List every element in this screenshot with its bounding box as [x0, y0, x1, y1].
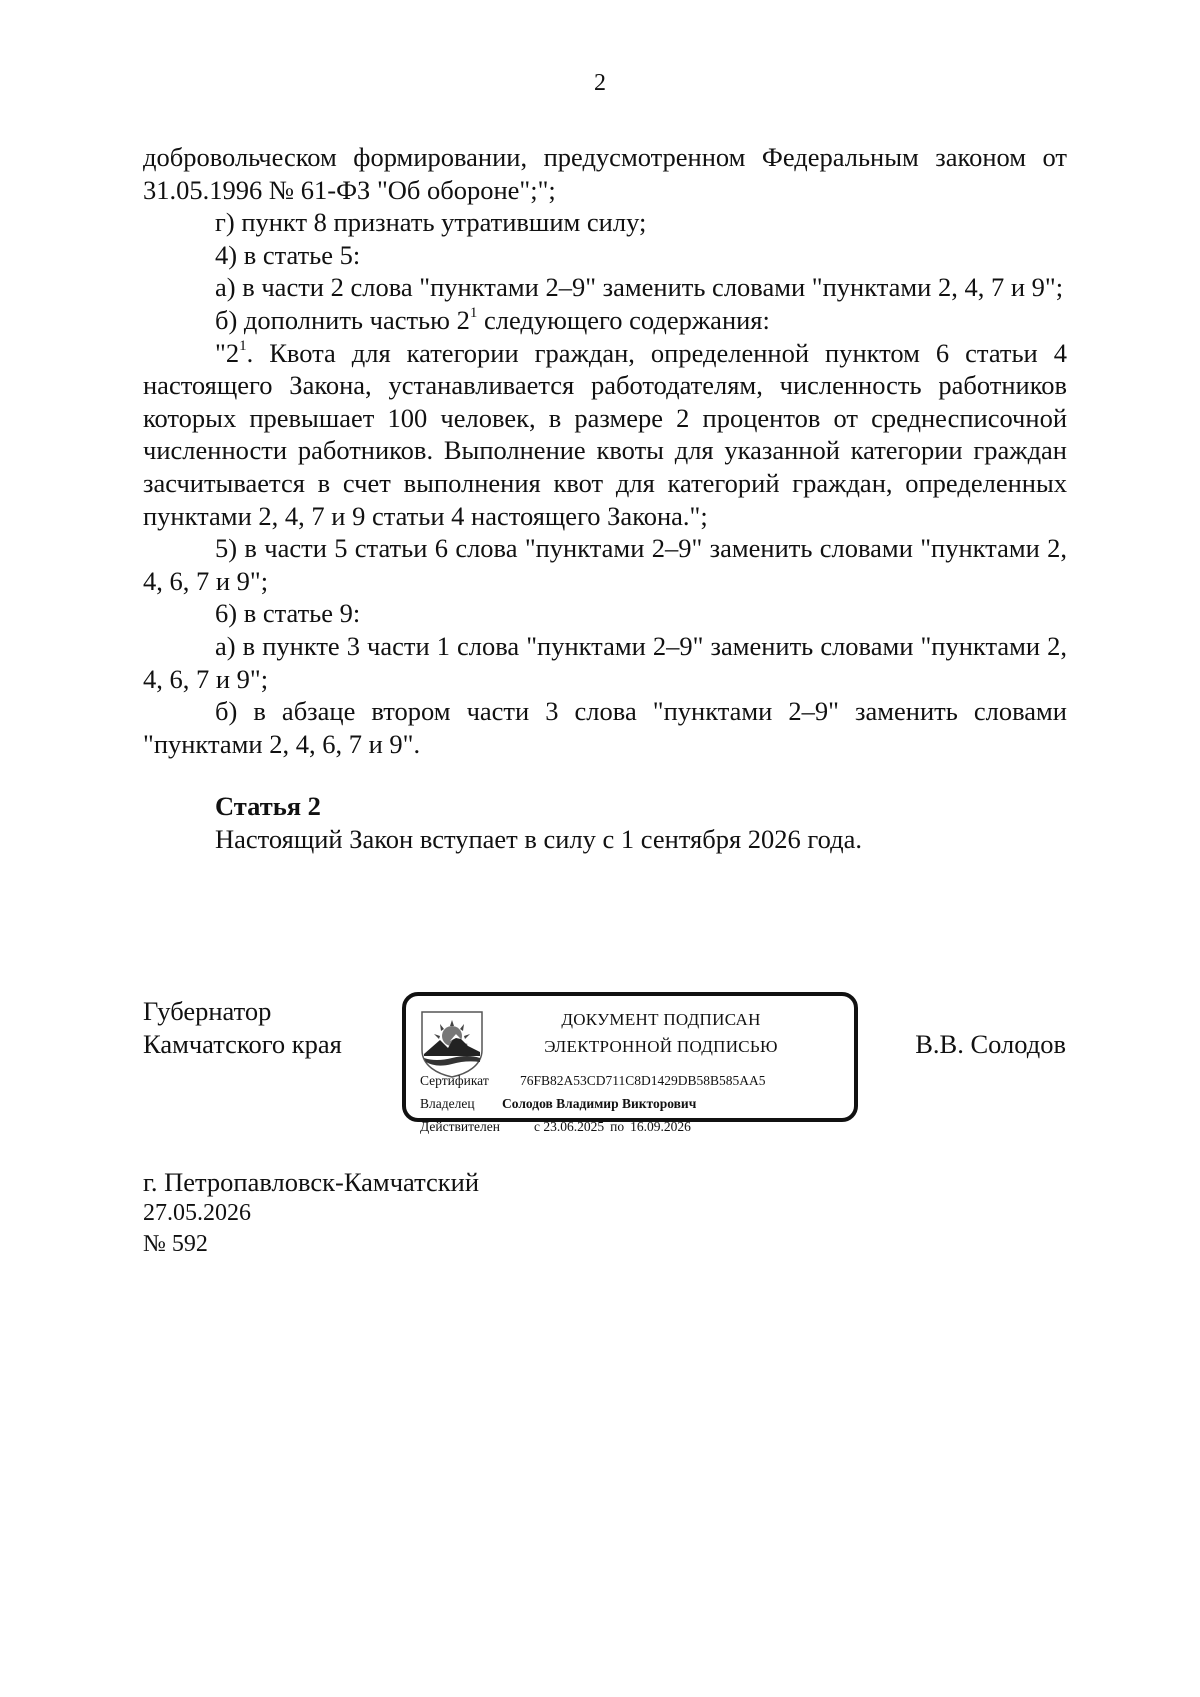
validity-label: Действителен — [420, 1119, 500, 1134]
valid-from-prefix: с — [534, 1119, 540, 1134]
valid-to-date: 16.09.2026 — [630, 1119, 691, 1134]
paragraph-item-4: 4) в статье 5: — [215, 239, 361, 270]
valid-from-date: 23.06.2025 — [543, 1119, 605, 1134]
certificate-label: Сертификат — [420, 1073, 489, 1088]
paragraph-item-6a: а) в пункте 3 части 1 слова "пунктами 2–9" заменить словами "пунктами 2, 4, 6, 7 и 9"; — [143, 630, 1067, 694]
page-number: 2 — [594, 70, 606, 96]
owner-value: Солодов Владимир Викторович — [502, 1096, 697, 1111]
paragraph-item-4a: а) в части 2 слова "пунктами 2–9" заменить словами "пунктами 2, 4, 7 и 9"; — [215, 272, 1064, 303]
superscript: 1 — [239, 337, 247, 354]
kamchatka-coat-of-arms-icon — [420, 1010, 484, 1078]
document-date: 27.05.2026 — [143, 1200, 251, 1226]
document-number: № 592 — [143, 1231, 208, 1257]
text-fragment: следующего содержания: — [477, 304, 770, 335]
certificate-value: 76FB82A53CD711C8D1429DB58B585AA5 — [520, 1073, 766, 1088]
stamp-validity-row — [420, 1119, 691, 1135]
position-line: Камчатского края — [143, 1029, 342, 1059]
stamp-title-line: ЭЛЕКТРОННОЙ ПОДПИСЬЮ — [544, 1037, 778, 1056]
stamp-title-line: ДОКУМЕНТ ПОДПИСАН — [561, 1010, 761, 1029]
paragraph-quota-part — [143, 337, 1067, 533]
stamp-owner-row — [420, 1096, 696, 1112]
paragraph-item-6: 6) в статье 9: — [215, 598, 361, 629]
text-fragment: "2 — [215, 337, 240, 368]
spacer — [143, 760, 1067, 790]
article-text: Настоящий Закон вступает в силу с 1 сентября 2026 года. — [215, 823, 862, 854]
stamp-title — [496, 1006, 826, 1060]
paragraph-continuation: добровольческом формировании, предусмотренном Федеральным законом от 31.05.1996 № 61-ФЗ "Об обороне";"; — [143, 142, 1067, 205]
document-footer — [143, 1167, 479, 1260]
paragraph-item-5: 5) в части 5 статьи 6 слова "пунктами 2–9" заменить словами "пунктами 2, 4, 6, 7 и 9"; — [143, 533, 1067, 596]
article-heading: Статья 2 — [215, 791, 321, 822]
valid-to-prefix: по — [610, 1119, 625, 1134]
document-body — [143, 141, 1067, 855]
position-line: Губернатор — [143, 996, 272, 1026]
text-fragment: . Квота для категории граждан, определенной пунктом 6 статьи 4 настоящего Закона, устанавливается работодателям, численность работников которых превышает 100 человек, в размере 2 процентов от среднесписочной численности работников. Выполнение квоты для указанной категории граждан засчитывается в счет выполнения квот для категорий граждан, определенных пунктами 2, 4, 7 и 9 статьи 4 настоящего Закона."; — [143, 337, 1067, 531]
text-fragment: б) дополнить частью 2 — [215, 304, 470, 335]
signatory-position — [143, 995, 342, 1061]
paragraph-item-4b — [143, 304, 1067, 337]
city: г. Петропавловск-Камчатский — [143, 1167, 479, 1197]
paragraph-item-6b: б) в абзаце втором части 3 слова "пунктами 2–9" заменить словами "пунктами 2, 4, 6, 7 и 9". — [143, 696, 1067, 759]
paragraph-item-g: г) пункт 8 признать утратившим силу; — [215, 207, 647, 238]
stamp-certificate-row — [420, 1073, 766, 1089]
superscript: 1 — [469, 305, 478, 322]
owner-label: Владелец — [420, 1096, 475, 1111]
signatory-name: В.В. Солодов — [915, 1029, 1066, 1059]
electronic-signature-stamp — [402, 992, 858, 1134]
